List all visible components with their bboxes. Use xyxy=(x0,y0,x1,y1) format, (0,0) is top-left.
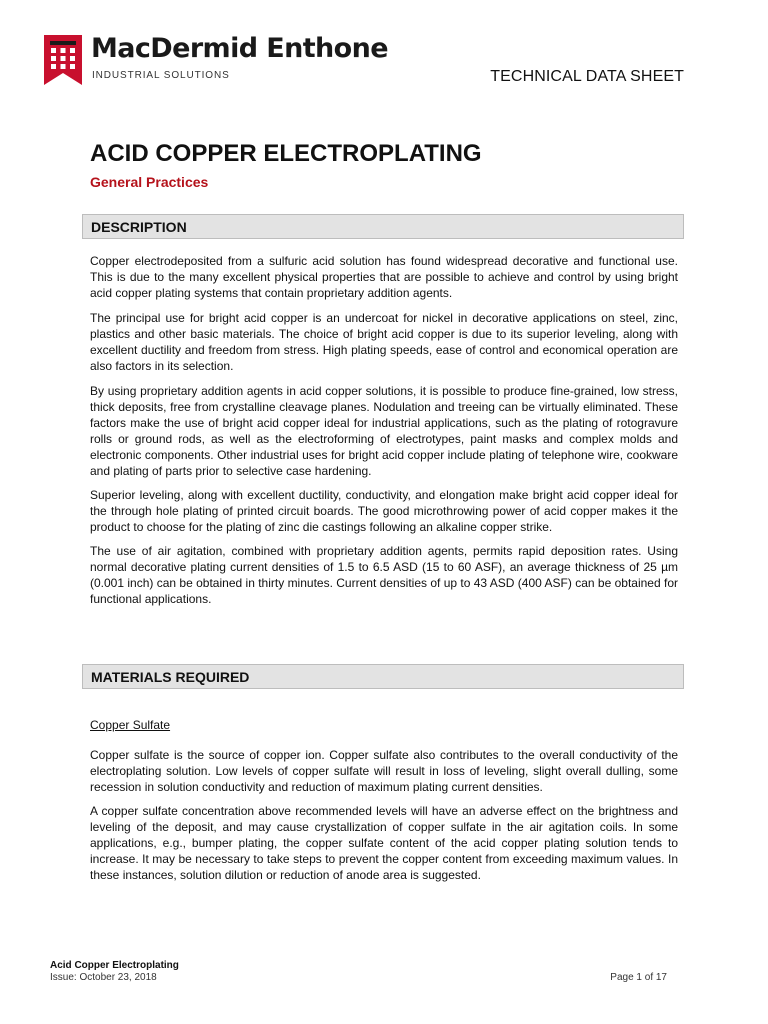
materials-paragraph: Copper sulfate is the source of copper ion. Copper sulfate also contributes to the overall conductivity of the electroplating solution. Low levels of copper sulfate will result in loss of leveling, slight overall dulling, some recession in solution conductivity and reduction of maximum plating current densities. xyxy=(90,748,678,794)
document-type-label: TECHNICAL DATA SHEET xyxy=(490,68,684,85)
section-heading: MATERIALS REQUIRED xyxy=(91,669,250,685)
document-title: ACID COPPER ELECTROPLATING xyxy=(90,140,482,167)
description-paragraph: Superior leveling, along with excellent ductility, conductivity, and elongation make bright acid copper ideal for the through hole plating of printed circuit boards. The good microthrowing power of acid copper makes it the product to choose for the plating of zinc die castings following an alkaline copper strike. xyxy=(90,488,678,534)
description-paragraph: The principal use for bright acid copper is an undercoat for nickel in decorative applications on steel, zinc, plastics and other basic materials. The choice of bright acid copper is due to its superior leveling, along with excellent ductility and freedom from stress. High plating speeds, ease of control and economical operation are also factors in its selection. xyxy=(90,311,678,373)
footer-issue-date: Issue: October 23, 2018 xyxy=(50,972,157,983)
section-header-description xyxy=(82,214,684,239)
subsection-heading-copper-sulfate: Copper Sulfate xyxy=(90,718,171,732)
footer-document-title: Acid Copper Electroplating xyxy=(50,960,179,971)
brand-subtitle: INDUSTRIAL SOLUTIONS xyxy=(92,70,230,81)
brand-name: MacDermid Enthone xyxy=(91,33,388,64)
section-heading: DESCRIPTION xyxy=(91,219,187,235)
section-header-materials xyxy=(82,664,684,689)
description-paragraph: The use of air agitation, combined with proprietary addition agents, permits rapid deposition rates. Using normal decorative plating current densities of 1.5 to 6.5 ASD (15 to 60 ASF), an average thickness of 25 µm (0.001 inch) can be obtained in thirty minutes. Current densities of up to 43 ASD (400 ASF) can be obtained for functional applications. xyxy=(90,544,678,606)
materials-paragraph: A copper sulfate concentration above recommended levels will have an adverse effect on the brightness and leveling of the deposit, and may cause crystallization of copper sulfate in the air agitation coils. In some applications, e.g., bumper plating, the copper sulfate content of the acid copper plating solution tends to increase. It may be necessary to take steps to prevent the copper content from exceeding maximum values. In these instances, solution dilution or reduction of anode area is suggested. xyxy=(90,804,678,882)
document-header xyxy=(44,35,684,87)
description-paragraph: Copper electrodeposited from a sulfuric acid solution has found widespread decorative and functional use. This is due to the many excellent physical properties that are possible to achieve and control by using bright acid copper plating systems that contain proprietary addition agents. xyxy=(90,254,678,300)
description-paragraph: By using proprietary addition agents in acid copper solutions, it is possible to produce fine-grained, low stress, thick deposits, free from crystalline cleavage planes. Nodulation and treeing can be virtually eliminated. These factors make the use of bright acid copper ideal for industrial applications, such as the plating of rotogravure rolls or ground rods, as well as the electroforming of electrotypes, paint masks and complex molds and electronic components. Other industrial uses for bright acid copper include plating of telephone wire, cookware and plating of parts prior to selective case hardening. xyxy=(90,384,678,478)
footer-page-number: Page 1 of 17 xyxy=(610,972,667,983)
document-subtitle: General Practices xyxy=(90,174,209,190)
brand-logo-icon xyxy=(44,35,82,85)
